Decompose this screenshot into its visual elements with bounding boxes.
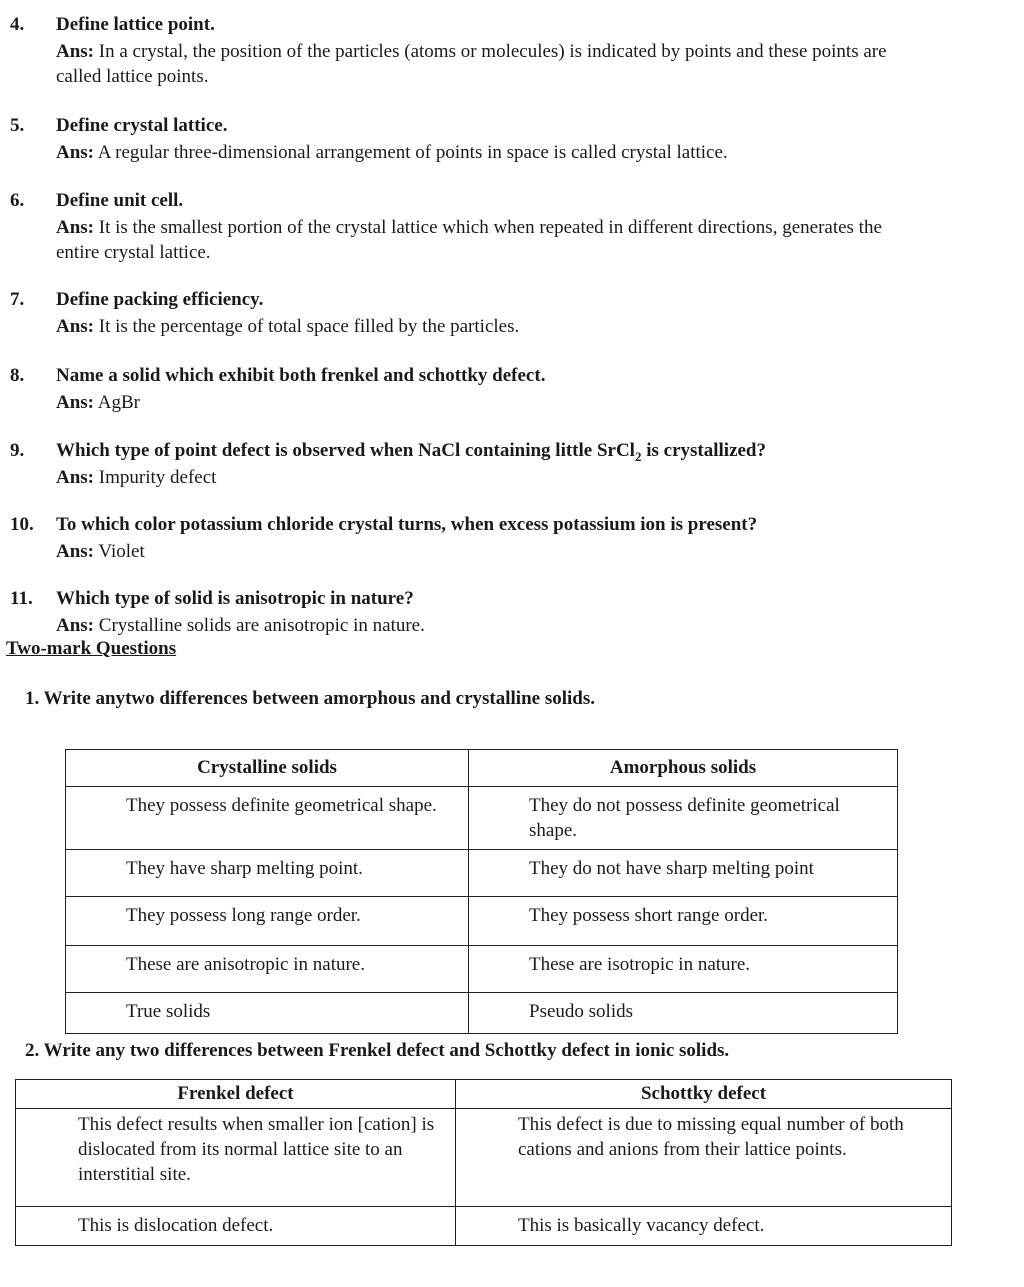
- table-header-row: [16, 1080, 952, 1109]
- question-text: Name a solid which exhibit both frenkel and schottky defect.: [56, 365, 546, 386]
- answer-text: Violet: [94, 541, 145, 562]
- answer-text: Crystalline solids are anisotropic in nature.: [94, 615, 425, 636]
- two-mark-question-1: 1. Write anytwo differences between amorphous and crystalline solids.: [25, 688, 595, 709]
- table-row: [16, 1109, 952, 1207]
- table-row: [66, 897, 898, 946]
- answer-text: AgBr: [94, 392, 140, 413]
- column-header: Amorphous solids: [469, 750, 898, 787]
- question-number: 6.: [10, 190, 25, 211]
- question-number: 9.: [10, 440, 25, 461]
- answer-label: Ans:: [56, 392, 95, 413]
- answer-label: Ans:: [56, 142, 95, 163]
- answer-label: Ans:: [56, 217, 95, 238]
- answer: [56, 215, 896, 265]
- frenkel-schottky-table: [15, 1079, 952, 1246]
- table-cell: True solids: [66, 993, 469, 1034]
- answer: [56, 539, 936, 564]
- table-cell: This defect is due to missing equal number of both cations and anions from their lattice points.: [456, 1109, 952, 1207]
- table-row: [66, 787, 898, 850]
- table-cell: They possess short range order.: [469, 897, 898, 946]
- question-number: 11.: [10, 588, 33, 609]
- table-cell: They do not possess definite geometrical shape.: [469, 787, 898, 850]
- question-text: Define unit cell.: [56, 190, 184, 211]
- answer-label: Ans:: [56, 467, 95, 488]
- question-text: Define packing efficiency.: [56, 289, 264, 310]
- question-text: Which type of solid is anisotropic in nature?: [56, 588, 414, 609]
- table-cell: These are isotropic in nature.: [469, 946, 898, 993]
- answer: [56, 39, 926, 89]
- answer: [56, 465, 936, 490]
- column-header: Frenkel defect: [16, 1080, 456, 1109]
- answer-text: In a crystal, the position of the particles (atoms or molecules) is indicated by points and these points are called lattice points.: [56, 41, 887, 87]
- question-number: 7.: [10, 289, 25, 310]
- question-text: Define crystal lattice.: [56, 115, 228, 136]
- answer: [56, 140, 936, 165]
- table-row: [66, 946, 898, 993]
- table-cell: This is basically vacancy defect.: [456, 1207, 952, 1246]
- question-number: 4.: [10, 14, 25, 35]
- table-cell: They possess long range order.: [66, 897, 469, 946]
- question-text-part: Which type of point defect is observed when NaCl containing little SrCl: [56, 440, 635, 461]
- table-cell: They have sharp melting point.: [66, 850, 469, 897]
- table-cell: These are anisotropic in nature.: [66, 946, 469, 993]
- answer-text: It is the smallest portion of the crystal lattice which when repeated in different directions, generates the entire crystal lattice.: [56, 217, 882, 263]
- answer-label: Ans:: [56, 615, 95, 636]
- answer: [56, 390, 936, 415]
- answer-text: A regular three-dimensional arrangement of points in space is called crystal lattice.: [94, 142, 728, 163]
- table-cell: This defect results when smaller ion [cation] is dislocated from its normal lattice site to an interstitial site.: [16, 1109, 456, 1207]
- crystalline-amorphous-table: [65, 749, 898, 1034]
- answer-text: Impurity defect: [94, 467, 217, 488]
- table-cell: They do not have sharp melting point: [469, 850, 898, 897]
- column-header: Crystalline solids: [66, 750, 469, 787]
- question-number: 8.: [10, 365, 25, 386]
- question-number: 5.: [10, 115, 25, 136]
- answer-label: Ans:: [56, 316, 95, 337]
- table-cell: They possess definite geometrical shape.: [66, 787, 469, 850]
- question-text: Define lattice point.: [56, 14, 215, 35]
- question-text-part: is crystallized?: [641, 440, 766, 461]
- section-title: Two-mark Questions: [6, 638, 177, 659]
- answer-label: Ans:: [56, 541, 95, 562]
- answer: [56, 613, 936, 638]
- table-row: [66, 993, 898, 1034]
- table-cell: Pseudo solids: [469, 993, 898, 1034]
- subscript: 2: [634, 448, 642, 464]
- answer-label: Ans:: [56, 41, 95, 62]
- answer: [56, 314, 936, 339]
- table-row: [66, 850, 898, 897]
- question-text: [56, 440, 766, 465]
- table-cell: This is dislocation defect.: [16, 1207, 456, 1246]
- table-header-row: [66, 750, 898, 787]
- question-number: 10.: [10, 514, 34, 535]
- table-row: [16, 1207, 952, 1246]
- column-header: Schottky defect: [456, 1080, 952, 1109]
- answer-text: It is the percentage of total space filled by the particles.: [94, 316, 520, 337]
- question-text: To which color potassium chloride crystal turns, when excess potassium ion is present?: [56, 514, 758, 535]
- two-mark-question-2: 2. Write any two differences between Frenkel defect and Schottky defect in ionic solids.: [25, 1040, 730, 1061]
